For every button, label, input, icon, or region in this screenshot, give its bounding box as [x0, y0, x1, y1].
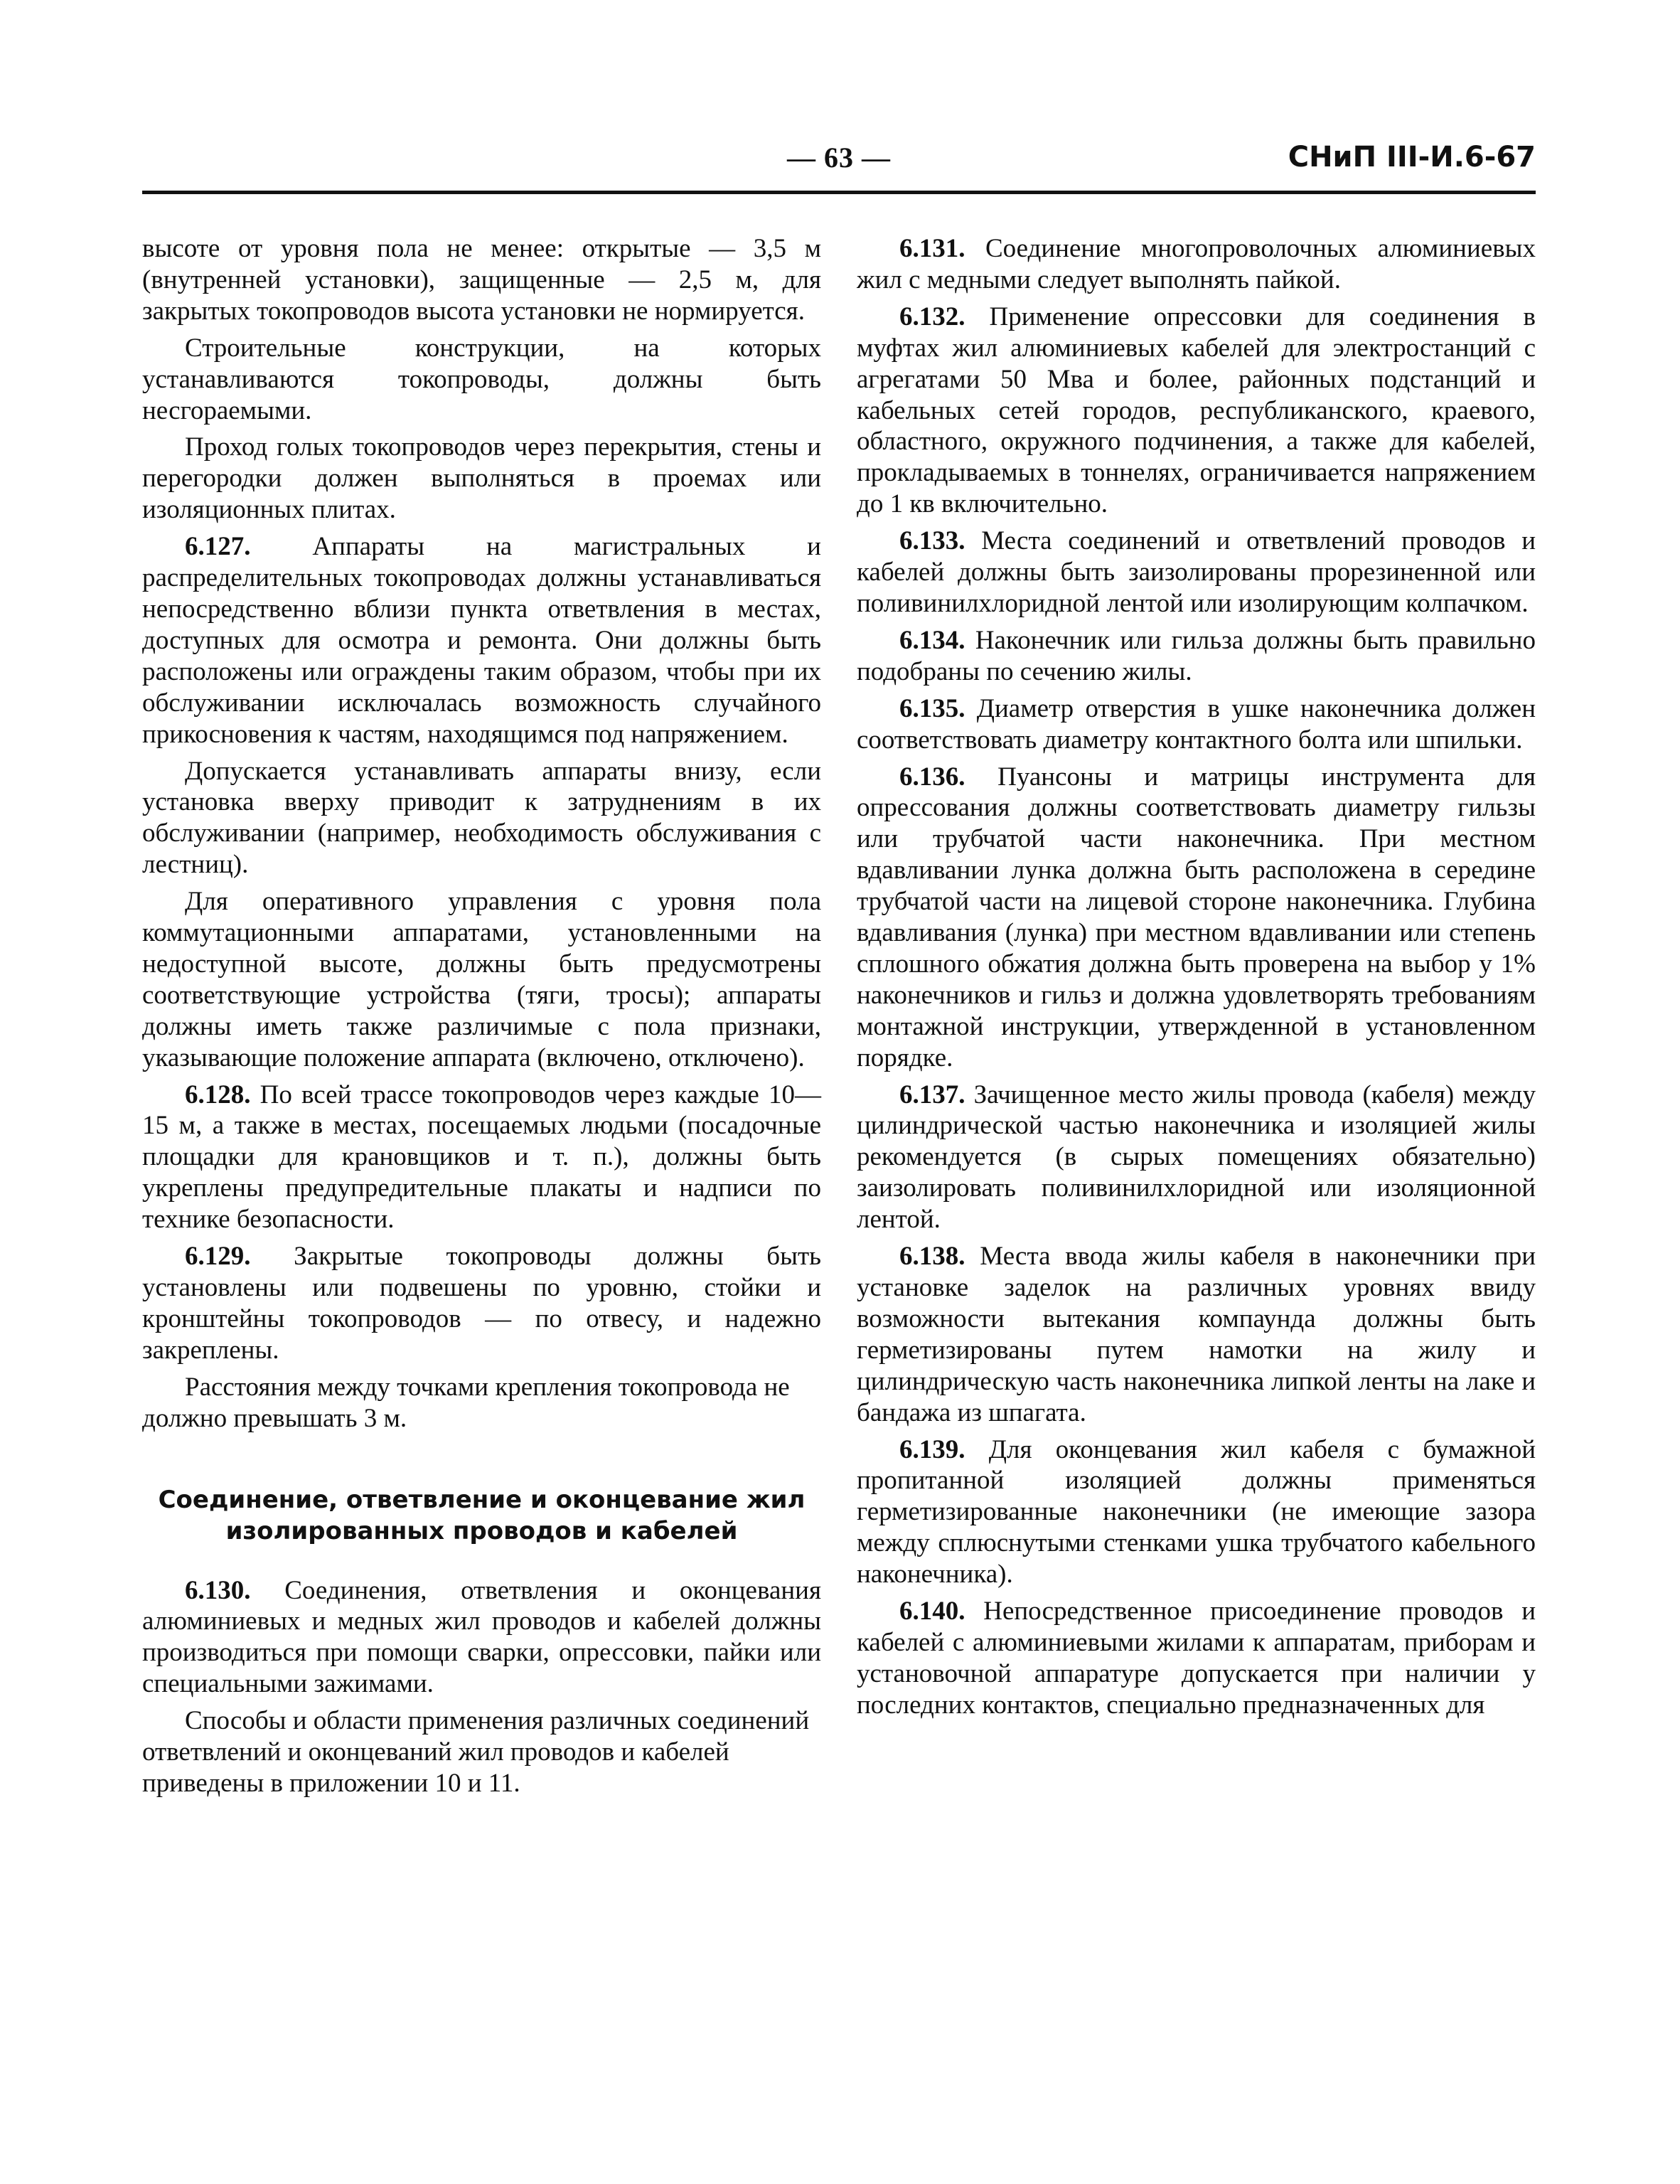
clause-number: 6.133.	[899, 526, 965, 556]
paragraph-text: Закрытые токопроводы должны быть установлены или подвешены по уровню, стойки и кронштейны токопроводов — по отвесу, и надежно закреплены.	[142, 1242, 822, 1365]
paragraph-text: Соединение многопроволочных алюминиевых жил с медными следует выполнять пайкой.	[857, 234, 1536, 294]
paragraph	[142, 432, 821, 526]
paragraph-text: Наконечник или гильза должны быть правильно подобраны по сечению жилы.	[857, 625, 1536, 686]
left-column	[142, 233, 821, 1805]
paragraph	[142, 756, 821, 881]
page-number: — 63 —	[787, 142, 891, 174]
clause-number: 6.135.	[899, 693, 965, 723]
clause-6-133	[857, 526, 1536, 619]
paragraph-text: высоте от уровня пола не менее: открытые — 3,5 м (внутренней установки), защищенные — 2,5 м, для закрытых токопроводов высота установки не нормируется.	[142, 234, 821, 326]
paragraph	[142, 333, 821, 427]
paragraph	[142, 886, 821, 1073]
clause-6-139	[857, 1434, 1536, 1591]
paragraph-text: Места соединений и ответвлений проводов и кабелей должны быть заизолированы прорезиненной или поливинилхлоридной лентой или изолирующим колпачком.	[857, 526, 1536, 618]
clause-6-131	[857, 233, 1536, 296]
clause-6-137	[857, 1080, 1536, 1236]
right-column	[857, 233, 1536, 1727]
clause-number: 6.138.	[899, 1242, 965, 1272]
clause-number: 6.127.	[185, 532, 251, 562]
paragraph	[142, 1372, 821, 1434]
paragraph-text: Пуансоны и матрицы инструмента для опрессования должны соответствовать диаметру гильзы или трубчатой части наконечника. При местном вдавливании лунка должна быть расположена в середине трубчатой части на лицевой стороне наконечника. Глубина вдавливания (лунка) при местном вдавливании или степень сплошного обжатия должна быть проверена на выбор у 1% наконечников и гильз и должна удовлетворять требованиям монтажной инструкции, утвержденной в установленном порядке.	[857, 762, 1536, 1072]
paragraph	[142, 233, 821, 327]
clause-number: 6.137.	[899, 1080, 965, 1109]
clause-number: 6.128.	[185, 1080, 251, 1109]
paragraph	[142, 1705, 821, 1799]
clause-6-134	[857, 625, 1536, 688]
paragraph-text: Проход голых токопроводов через перекрытия, стены и перегородки должен выполняться в проемах или изоляционных плитах.	[142, 432, 821, 525]
clause-number: 6.131.	[899, 234, 965, 263]
clause-number: 6.136.	[899, 762, 965, 792]
paragraph-text: Диаметр отверстия в ушке наконечника должен соответствовать диаметру контактного болта или шпильки.	[857, 693, 1536, 755]
paragraph-text: Расстояния между точками крепления токопровода не должно превышать 3 м.	[142, 1372, 790, 1433]
paragraph-text: Допускается устанавливать аппараты внизу, если установка вверху приводит к затруднениям в их обслуживании (например, необходимость обслуживания с лестниц).	[142, 756, 821, 880]
header-rule	[142, 191, 1536, 194]
paragraph-text: Для оперативного управления с уровня пола коммутационными аппаратами, установленными на недоступной высоте, должны быть предусмотрены соответствующие устройства (тяги, тросы); аппараты должны иметь также различимые с пола признаки, указывающие положение аппарата (включено, отключено).	[142, 887, 821, 1072]
paragraph-text: Для оконцевания жил кабеля с бумажной пропитанной изоляцией должны применяться герметизированные наконечники (не имеющие зазора между сплюснутыми стенками ушка трубчатого кабельного наконечника).	[857, 1434, 1536, 1589]
page-header	[142, 141, 1536, 183]
clause-6-140	[857, 1596, 1536, 1721]
paragraph-text: Места ввода жилы кабеля в наконечники при установке заделок на различных уровнях ввиду возможности вытекания компаунда должны быть герметизированы путем намотки на жилу и цилиндрическую часть наконечника липкой ленты на лаке и бандажа из шпагата.	[857, 1242, 1536, 1427]
clause-6-130	[142, 1575, 821, 1700]
clause-6-129	[142, 1241, 821, 1366]
clause-6-132	[857, 302, 1536, 520]
clause-6-135	[857, 693, 1536, 756]
clause-number: 6.140.	[899, 1597, 965, 1626]
clause-number: 6.139.	[899, 1434, 965, 1464]
clause-number: 6.130.	[185, 1575, 251, 1605]
paragraph-text: Применение опрессовки для соединения в муфтах жил алюминиевых кабелей для электростанций с агрегатами 50 Мва и более, районных подстанций и кабельных сетей городов, республиканского, краевого, областного, окружного подчинения, а также для кабелей, прокладываемых в тоннелях, ограничивается напряжением до 1 кв включительно.	[857, 302, 1536, 519]
clause-6-136	[857, 762, 1536, 1074]
clause-6-138	[857, 1241, 1536, 1428]
paragraph-text: Строительные конструкции, на которых устанавливаются токопроводы, должны быть несгораемыми.	[142, 333, 821, 425]
clause-number: 6.132.	[899, 302, 965, 331]
paragraph-text: Соединения, ответвления и оконцевания алюминиевых и медных жил проводов и кабелей должны производиться при помощи сварки, опрессовки, пайки или специальными зажимами.	[142, 1575, 821, 1699]
paragraph-text: Непосредственное присоединение проводов и кабелей с алюминиевыми жилами к аппаратам, приборам и установочной аппаратуре допускается при наличии у последних контактов, специально предназначенных для	[857, 1597, 1536, 1720]
document-code: СНиП III-И.6-67	[1288, 141, 1536, 174]
paragraph-text: Способы и области применения различных соединений ответвлений и оконцеваний жил проводов и кабелей приведены в приложении 10 и 11.	[142, 1706, 810, 1798]
section-heading: Соединение, ответвление и оконцевание жил изолированных проводов и кабелей	[158, 1485, 806, 1545]
clause-number: 6.134.	[899, 625, 965, 655]
paragraph-text: Аппараты на магистральных и распределительных токопроводах должны устанавливаться непосредственно вблизи пункта ответвления в местах, доступных для осмотра и ремонта. Они должны быть расположены или ограждены таким образом, чтобы при их обслуживании исключалась возможность случайного прикосновения к частям, находящимся под напряжением.	[142, 532, 821, 749]
paragraph-text: Зачищенное место жилы провода (кабеля) между цилиндрической частью наконечника и изоляцией жилы рекомендуется (в сырых помещениях обязательно) заизолировать поливинилхлоридной или изоляционной лентой.	[857, 1080, 1536, 1235]
clause-6-128	[142, 1080, 821, 1236]
clause-6-127	[142, 531, 821, 750]
paragraph-text: По всей трассе токопроводов через каждые 10—15 м, а также в местах, посещаемых людьми (посадочные площадки для крановщиков и т. п.), должны быть укреплены предупредительные плакаты и надписи по технике безопасности.	[142, 1080, 822, 1235]
clause-number: 6.129.	[185, 1242, 251, 1272]
